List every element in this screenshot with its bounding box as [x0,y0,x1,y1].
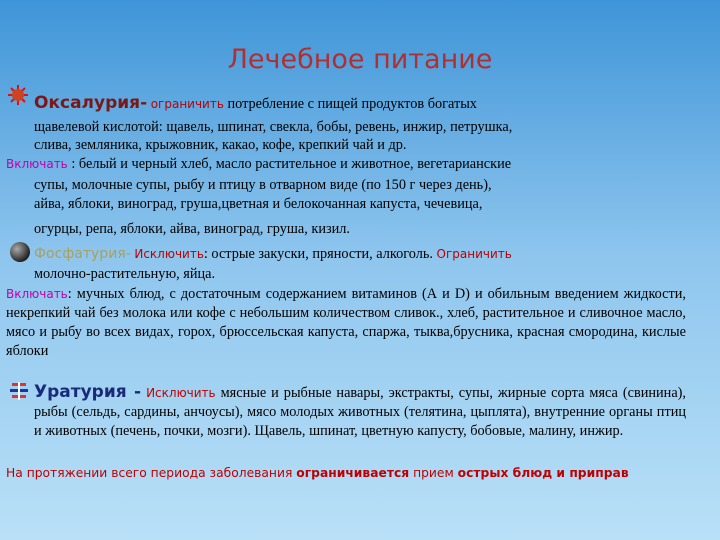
oxaluria-include-word: Включать [6,157,68,171]
uraturia-text: мясные и рыбные навары, экстракты, супы, жирные сорта мяса (свинина), рыбы (сельдь, сардины, анчоусы), мясо молодых животных (телятина, цыплята), внутренние органы птиц и животных (печень, почки, мозги). Щавель, шпинат, цветную капусту, бобовые, малину, инжир. [34,385,687,439]
footer-text-1: На протяжении всего периода заболевания [6,466,297,480]
sphere-bullet-icon [8,240,32,264]
phosphaturia-include-paragraph [6,285,686,361]
uraturia-heading: Уратурия - [34,382,142,402]
oxaluria-text-3: слива, земляника, крыжовник, какао, кофе, крепкий чай и др. [34,137,407,153]
oxaluria-text-1: потребление с пищей продуктов богатых [223,96,477,112]
oxaluria-text-2: щавелевой кислотой: щавель, шпинат, свекла, бобы, ревень, инжир, петрушка, [34,119,513,135]
uraturia-exclude-word: Исключить [146,386,216,400]
phosphaturia-include-text: : мучных блюд, с достаточным содержанием витаминов (А и D) и обильным введением жидкости, некрепкий чай без молока или кофе с небольшим количеством сливок., хлеб, растительное и сливочное масло, мясо и рыбу во всех видах, горох, брюссельская капуста, спаржа, тыква,брусника, красная смородина, кислые яблоки [6,286,686,359]
phosphaturia-line-1 [34,245,512,264]
footer-bold-1: ограничивается [296,466,410,480]
oxaluria-line-1 [34,94,477,114]
oxaluria-include-text-2: супы, молочные супы, рыбу и птицу в отварном виде (по 150 г через день), [34,177,492,193]
footer-text-2: прием [409,466,458,480]
phosphaturia-text-2: молочно-растительную, яйца. [34,266,216,282]
phosphaturia-limit-word: Ограничить [436,247,512,261]
lines-bullet-icon [6,380,32,404]
oxaluria-include-text-4: огурцы, репа, яблоки, айва, виноград, груша, кизил. [34,221,350,237]
slide-title: Лечебное питание [227,44,493,75]
footer-note [6,464,688,483]
sun-bullet-icon [6,84,30,106]
phosphaturia-text-1: : острые закуски, пряности, алкоголь. [203,246,433,262]
uraturia-paragraph [34,383,686,441]
oxaluria-include-text-1: : белый и черный хлеб, масло растительное и животное, вегетарианские [67,156,512,172]
oxaluria-include-text-3: айва, яблоки, виноград, груша,цветная и белокочанная капуста, чечевица, [34,196,483,212]
oxaluria-heading: Оксалурия- [34,93,148,113]
footer-bold-2: острых блюд и приправ [457,466,629,480]
phosphaturia-heading: Фосфатурия- [34,246,131,262]
phosphaturia-include-word: Включать [6,287,68,301]
oxaluria-include-line-1 [6,155,511,174]
phosphaturia-exclude-word: Исключить [134,247,204,261]
oxaluria-limit-word: ограничить [150,97,224,111]
